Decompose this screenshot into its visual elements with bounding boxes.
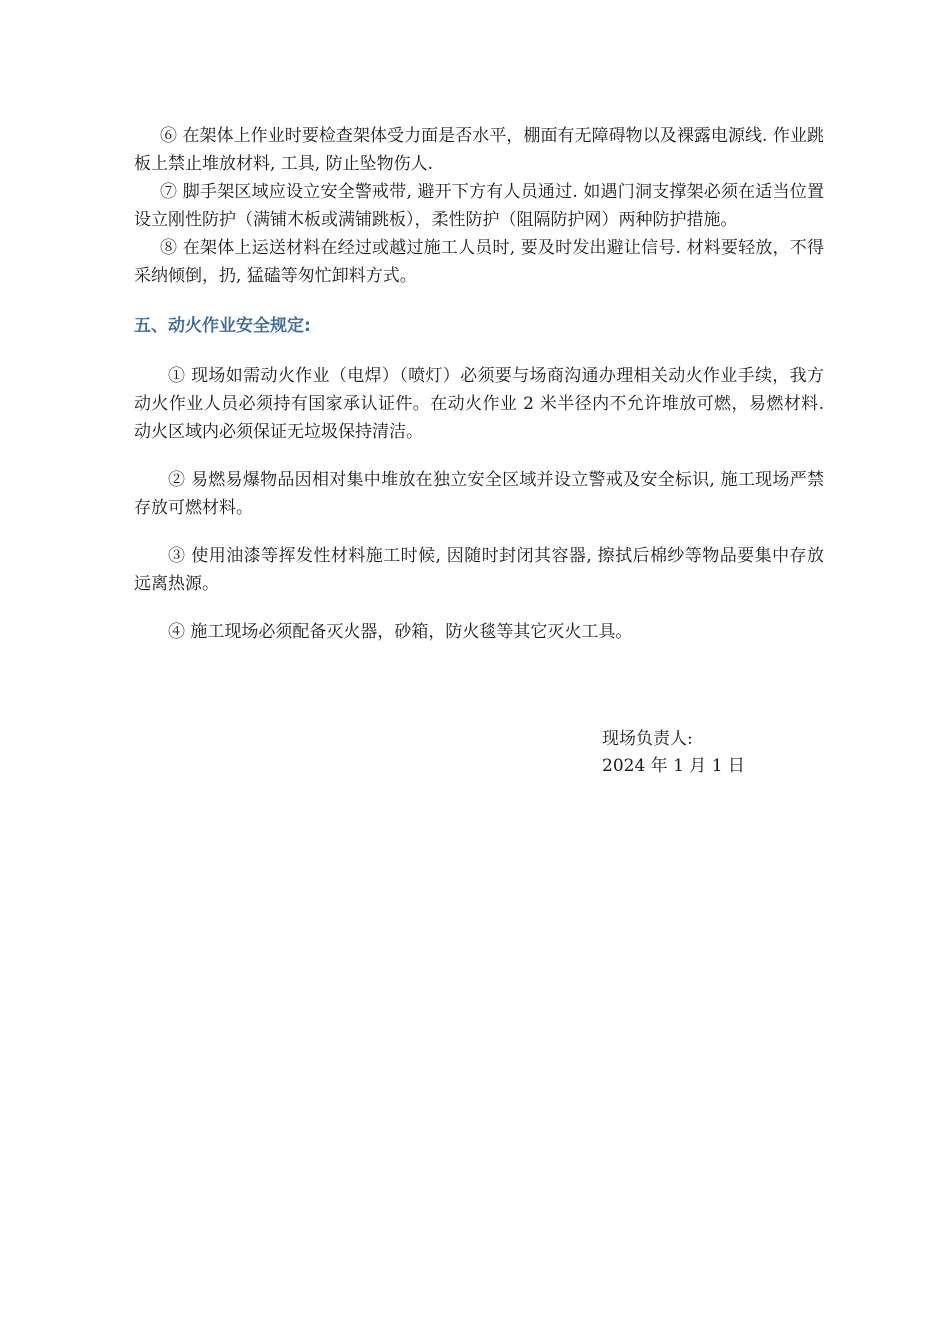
fire-rule-item-4: ④ 施工现场必须配备灭火器，砂箱，防火毯等其它灭火工具。 [168,622,633,642]
signature-block [602,726,745,780]
fire-rule-item-2: ② 易燃易爆物品因相对集中堆放在独立安全区域并设立警戒及安全标识, 施工现场严禁存放可燃材料。 [134,470,824,518]
signature-label: 现场负责人: [602,729,693,749]
document-body [134,122,824,666]
fire-rule-item-3: ③ 使用油漆等挥发性材料施工时候, 因随时封闭其容器, 擦拭后棉纱等物品要集中存放远离热源。 [134,546,824,594]
signature-date: 2024 年 1 月 1 日 [602,756,745,776]
paragraph-item-8: ⑧ 在架体上运送材料在经过或越过施工人员时, 要及时发出避让信号. 材料要轻放，不得采纳倾倒，扔, 猛磕等匆忙卸料方式。 [134,238,824,286]
section-heading-fire-safety: 五、动火作业安全规定: [134,316,311,336]
paragraph-item-7: ⑦ 脚手架区域应设立安全警戒带, 避开下方有人员通过. 如遇门洞支撑架必须在适当位置设立刚性防护（满铺木板或满铺跳板），柔性防护（阻隔防护网）两种防护措施。 [134,182,824,230]
paragraph-item-6: ⑥ 在架体上作业时要检查架体受力面是否水平，棚面有无障碍物以及裸露电源线. 作业跳板上禁止堆放材料, 工具, 防止坠物伤人. [134,126,824,174]
fire-rule-item-1: ① 现场如需动火作业（电焊）（喷灯）必须要与场商沟通办理相关动火作业手续，我方动火作业人员必须持有国家承认证件。在动火作业 2 米半径内不允许堆放可燃，易燃材料. 动火区域内必须保证无垃圾保持清洁。 [134,366,824,442]
